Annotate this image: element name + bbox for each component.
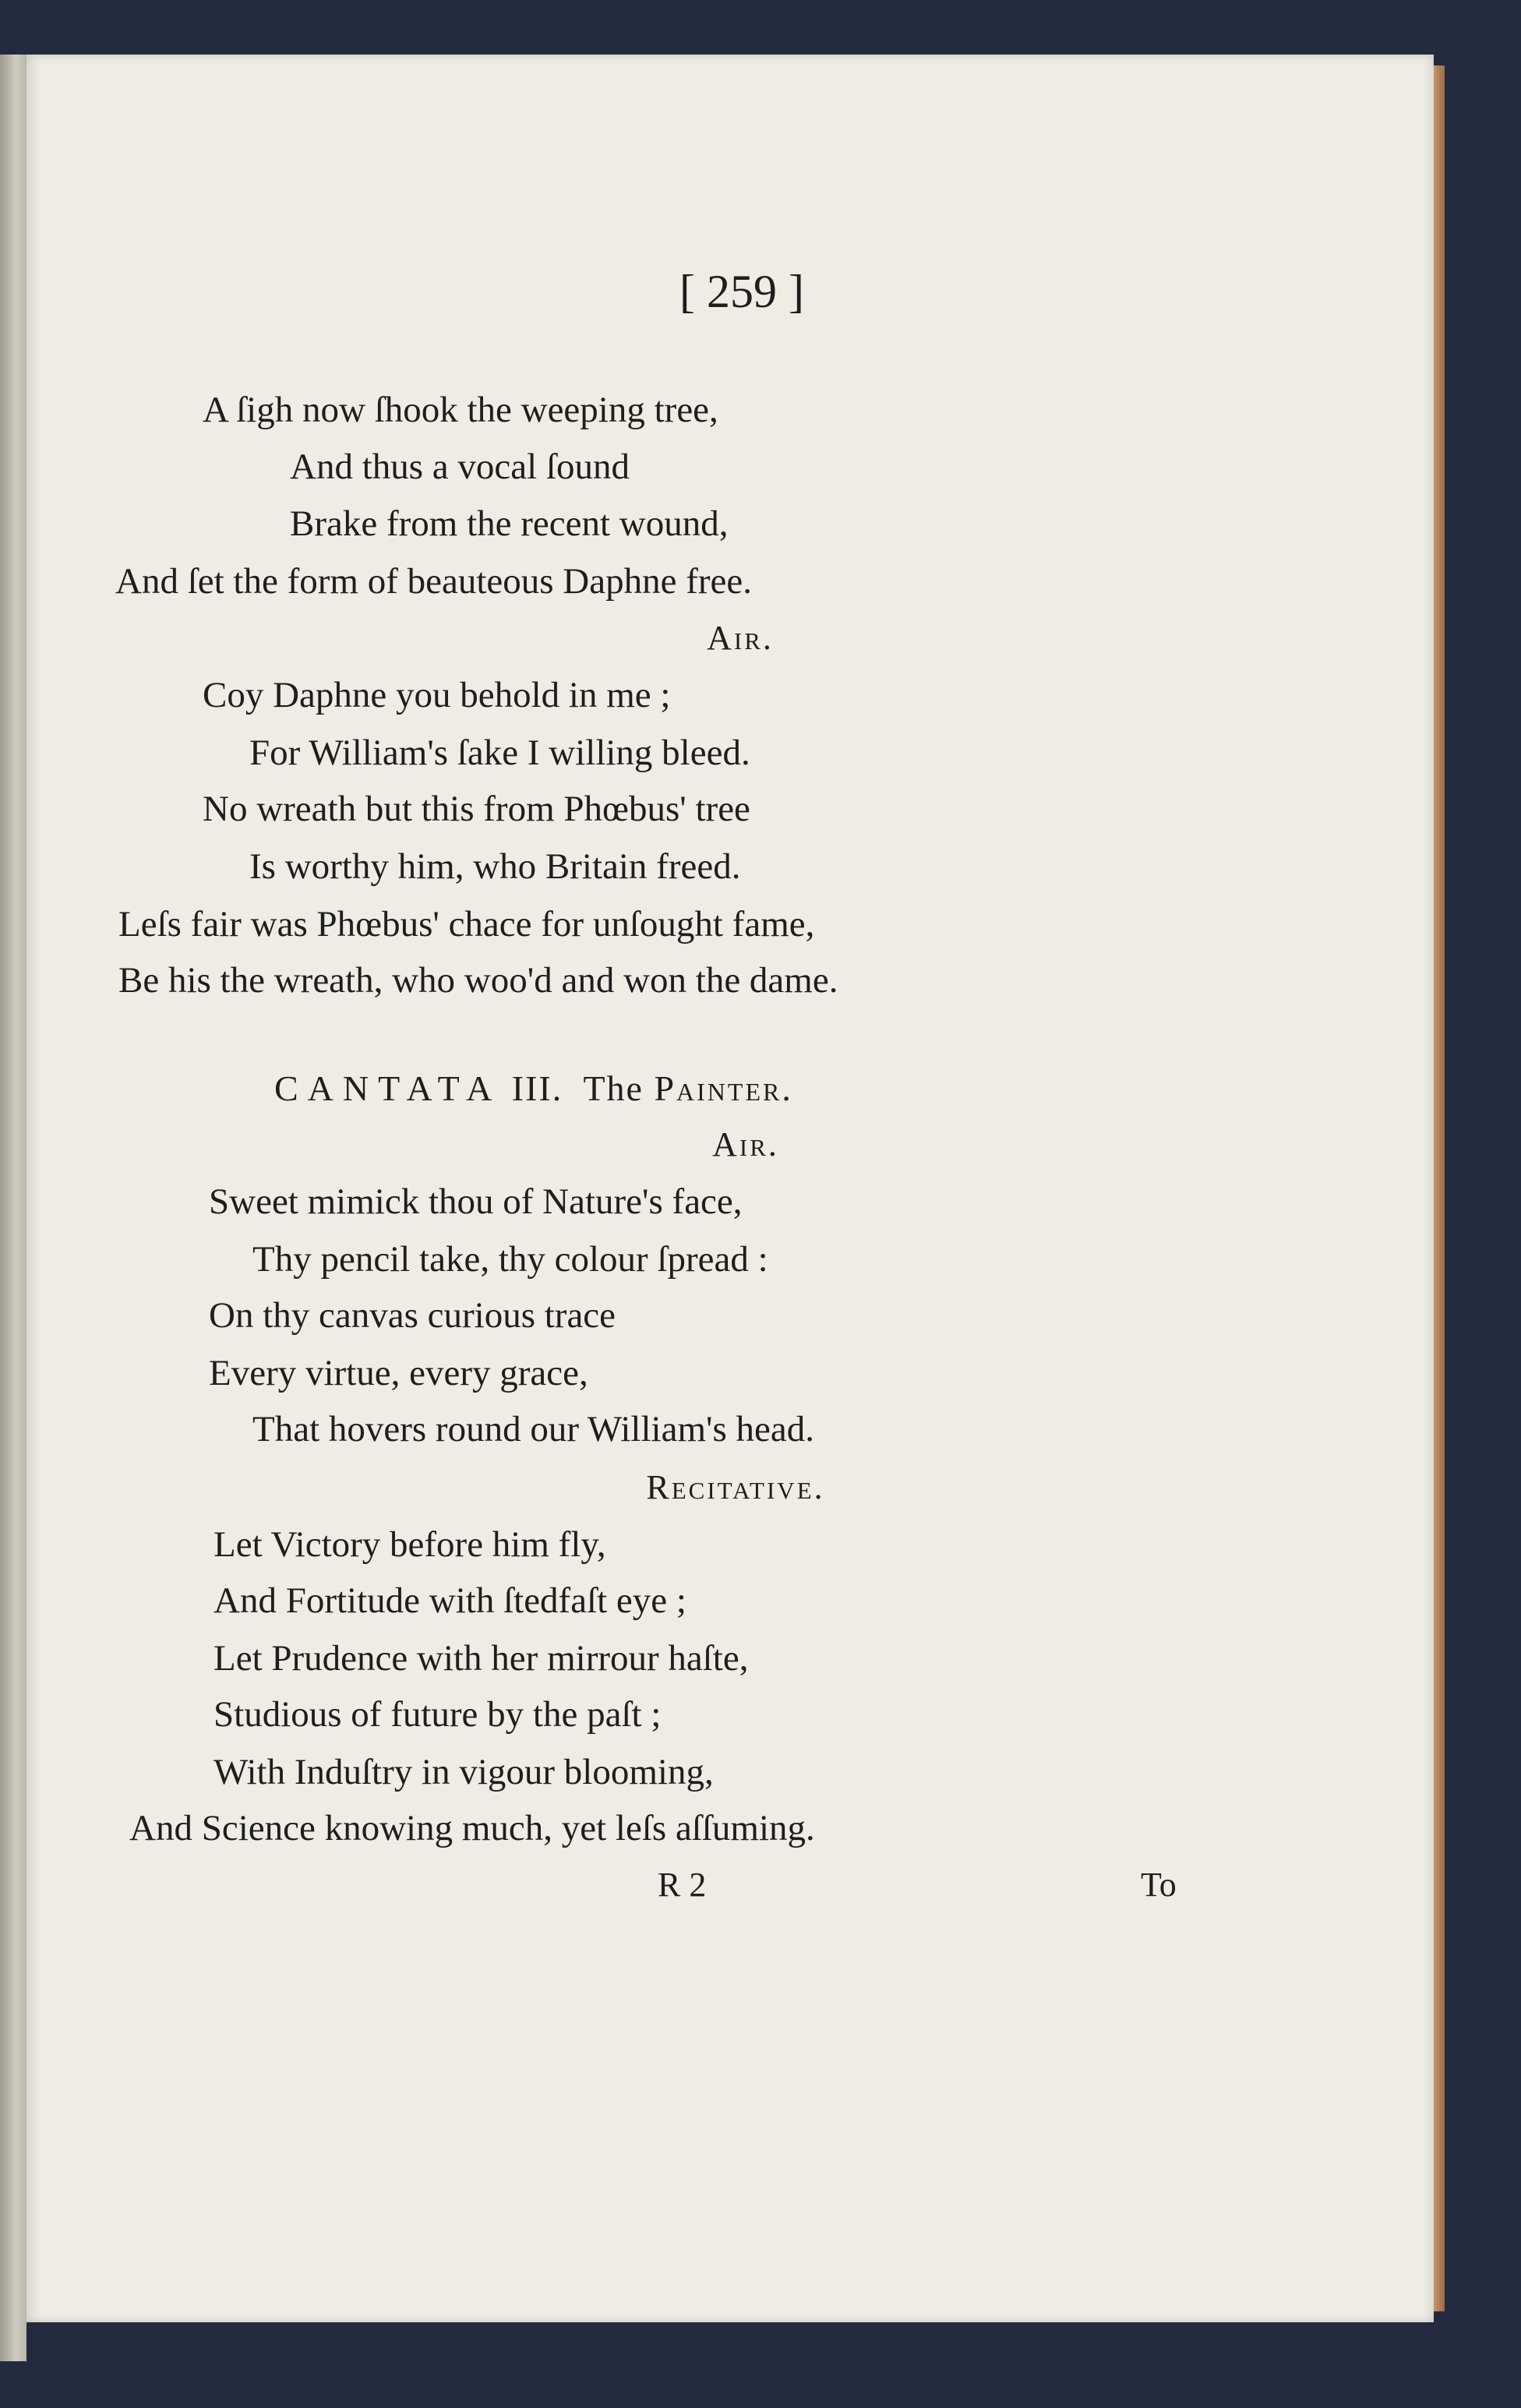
verse-line: And thus a vocal ſound	[290, 447, 630, 487]
verse-line: Coy Daphne you behold in me ;	[203, 675, 671, 715]
verse-line: And Fortitude with ſtedfaſt eye ;	[214, 1580, 686, 1621]
verse-line: For William's ſake I willing bleed.	[249, 733, 750, 773]
verse-line: Sweet mimick thou of Nature's face,	[209, 1181, 743, 1222]
section-heading-recitative: Recitative.	[646, 1468, 825, 1506]
cantata-title: Painter.	[654, 1068, 793, 1108]
verse-line: With Induſtry in vigour blooming,	[214, 1752, 714, 1792]
verse-line: On thy canvas curious trace	[209, 1295, 616, 1336]
cantata-the: The	[583, 1068, 644, 1108]
verse-line: No wreath but this from Phœbus' tree	[203, 789, 750, 829]
section-heading-air: Air.	[712, 1125, 779, 1163]
verse-line: Studious of future by the paſt ;	[214, 1694, 662, 1735]
cantata-number: III.	[511, 1068, 563, 1108]
facing-page-edge	[0, 55, 26, 2361]
verse-line: A ſigh now ſhook the weeping tree,	[203, 390, 718, 430]
verse-line: Thy pencil take, thy colour ſpread :	[252, 1239, 768, 1280]
cantata-word: CANTATA	[274, 1068, 502, 1108]
verse-line: Brake from the recent wound,	[290, 503, 729, 544]
book-page	[26, 55, 1434, 2322]
verse-line: That hovers round our William's head.	[252, 1409, 814, 1449]
verse-line: Be his the wreath, who woo'd and won the dame.	[118, 960, 838, 1001]
signature-mark: R 2	[658, 1866, 707, 1904]
verse-line: Let Prudence with her mirrour haſte,	[214, 1638, 749, 1679]
verse-line: Let Victory before him fly,	[214, 1524, 606, 1565]
section-heading-air: Air.	[707, 619, 774, 657]
verse-line: And ſet the form of beauteous Daphne free.	[115, 561, 752, 602]
verse-line: Every virtue, every grace,	[209, 1353, 588, 1393]
verse-line: And Science knowing much, yet leſs aſſuming.	[129, 1808, 815, 1848]
page-fore-edge	[1434, 65, 1445, 2311]
catchword: To	[1141, 1866, 1177, 1904]
cantata-heading	[274, 1060, 793, 1117]
verse-line: Leſs fair was Phœbus' chace for unſought fame,	[118, 904, 815, 944]
page-number: [ 259 ]	[679, 266, 804, 317]
verse-line: Is worthy him, who Britain freed.	[249, 846, 741, 887]
